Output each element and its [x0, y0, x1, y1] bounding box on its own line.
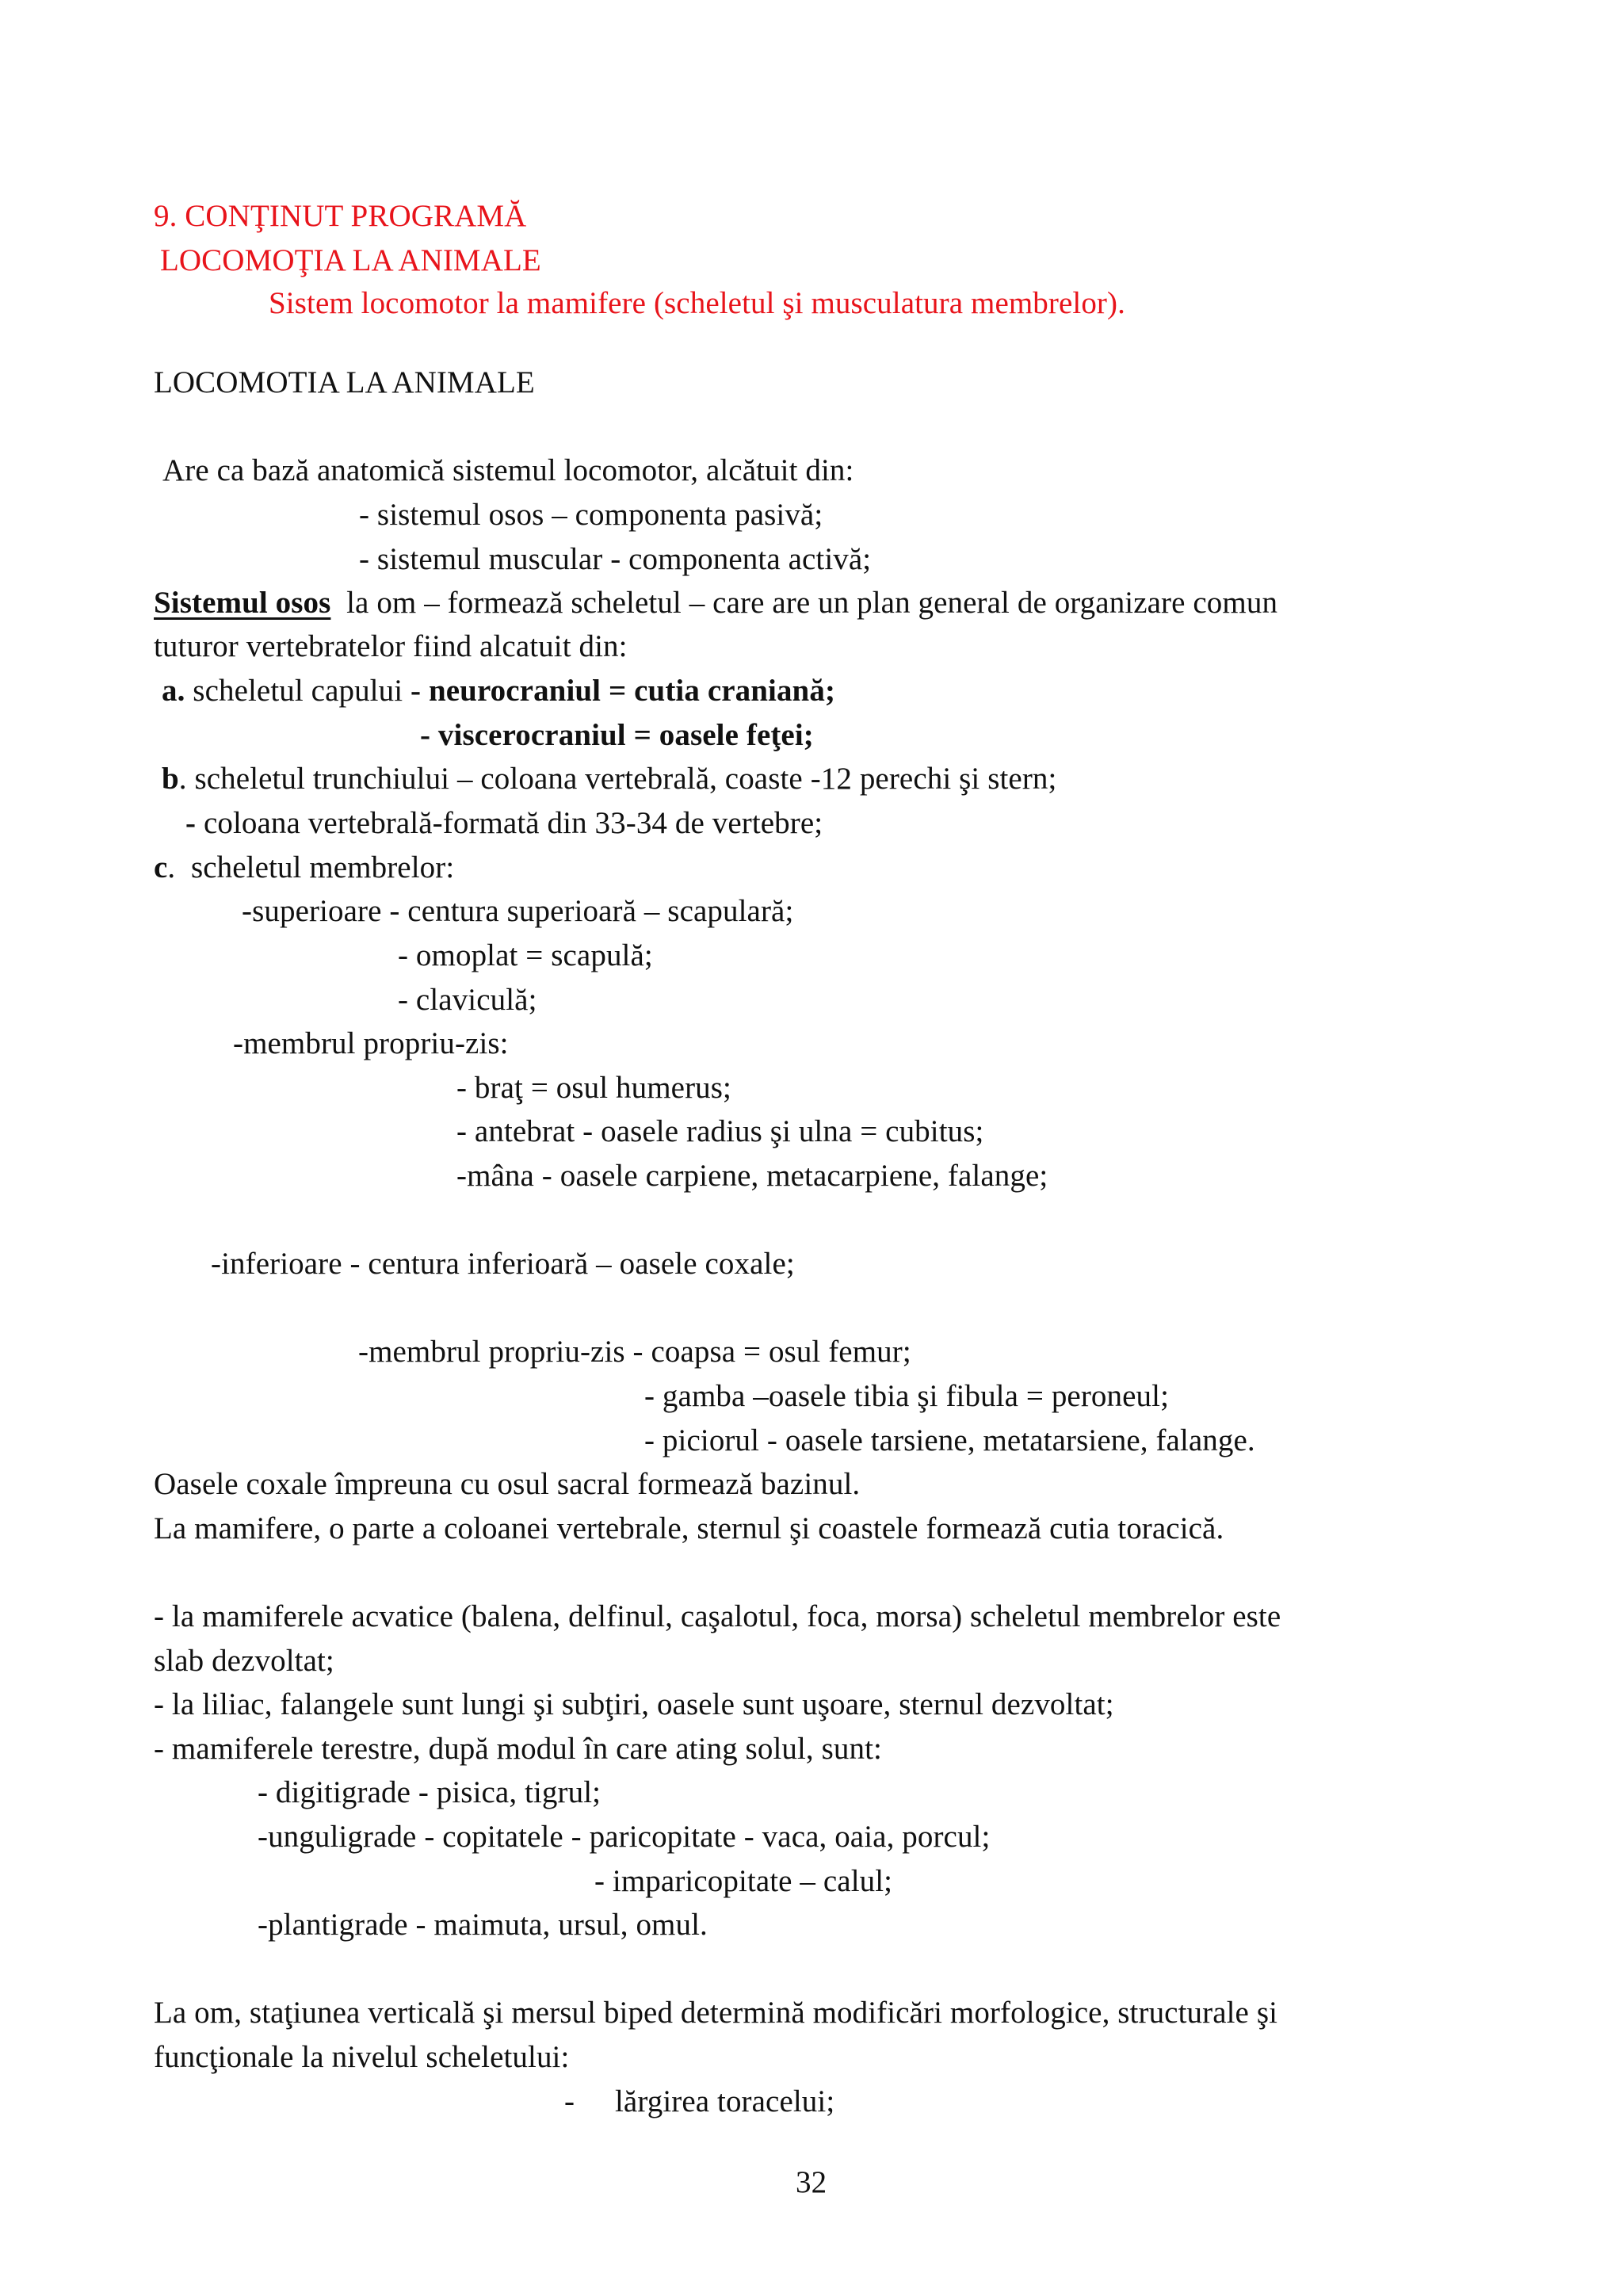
upper-limb-forearm: - antebrat - oasele radius şi ulna = cubitus;: [456, 1114, 984, 1148]
vertebral-column-text: coloana vertebrală-formată din 33-34 de vertebre;: [203, 806, 823, 840]
paragraph-bat: - la liliac, falangele sunt lungi şi subţiri, oasele sunt uşoare, sternul dezvoltat;: [154, 1687, 1114, 1721]
item-b-label: b: [162, 762, 179, 796]
item-c-label: c: [154, 850, 168, 884]
skeleton-head-line: [162, 669, 835, 713]
upper-limb-proper-line: -membrul propriu-zis:: [233, 1026, 509, 1060]
upper-limb-hand: -mâna - oasele carpiene, metacarpiene, falange;: [456, 1159, 1048, 1193]
skeleton-trunk-line: [162, 757, 1056, 801]
terrestrial-digitigrade: - digitigrade - pisica, tigrul;: [258, 1775, 601, 1809]
lower-limbs-line: -inferioare - centura inferioară – oasele coxale;: [211, 1247, 795, 1281]
item-a-neurocranium: - neurocraniul = cutia craniană;: [411, 674, 836, 708]
terrestrial-imparicopitate: - imparicopitate – calul;: [594, 1864, 893, 1898]
vertebral-column-dash: -: [185, 806, 204, 840]
section-number-title: 9. CONŢINUT PROGRAMĂ: [154, 199, 527, 233]
upper-limbs-scapula: - omoplat = scapulă;: [398, 938, 653, 972]
paragraph-aquatic-line-1: - la mamiferele acvatice (balena, delfinul, caşalotul, foca, morsa) scheletul membrelor este: [154, 1599, 1281, 1633]
paragraph-human-line-1: La om, staţiunea verticală şi mersul biped determină modificări morfologice, structurale şi: [154, 1996, 1278, 2030]
upper-limb-arm: - braţ = osul humerus;: [456, 1071, 731, 1105]
terrestrial-plantigrade: -plantigrade - maimuta, ursul, omul.: [258, 1908, 708, 1942]
vertebral-column-line: [185, 801, 823, 846]
main-heading: LOCOMOTIA LA ANIMALE: [154, 365, 535, 399]
item-b-text: . scheletul trunchiului – coloana vertebrală, coaste -12 perechi şi stern;: [178, 762, 1057, 796]
lower-limb-proper-line: -membrul propriu-zis - coapsa = osul femur;: [358, 1335, 911, 1369]
bone-system-term: Sistemul osos: [154, 586, 331, 620]
intro-line: Are ca bază anatomică sistemul locomotor, alcătuit din:: [162, 453, 854, 487]
human-item-dash: -: [564, 2084, 575, 2118]
page-number: 32: [796, 2165, 827, 2199]
upper-limbs-clavicle: - claviculă;: [398, 983, 537, 1017]
terrestrial-unguligrade: -unguligrade - copitatele - paricopitate - vaca, oaia, porcul;: [258, 1820, 991, 1854]
human-item-thorax: lărgirea toracelui;: [615, 2084, 835, 2118]
section-subtitle: Sistem locomotor la mamifere (scheletul şi musculatura membrelor).: [269, 286, 1125, 320]
paragraph-pelvis: Oasele coxale împreuna cu osul sacral formează bazinul.: [154, 1467, 861, 1501]
item-a-viscerocranium: - viscerocraniul = oasele feţei;: [420, 718, 814, 752]
intro-item-muscular-system: - sistemul muscular - componenta activă;: [359, 542, 872, 576]
paragraph-human-line-2: funcţionale la nivelul scheletului:: [154, 2040, 570, 2074]
paragraph-aquatic-line-2: slab dezvoltat;: [154, 1644, 334, 1678]
upper-limbs-line: -superioare - centura superioară – scapulară;: [242, 894, 794, 928]
item-a-label: a.: [162, 674, 185, 708]
paragraph-thoracic-cage: La mamifere, o parte a coloanei vertebrale, sternul şi coastele formează cutia toracică.: [154, 1511, 1224, 1545]
intro-item-bone-system: - sistemul osos – componenta pasivă;: [359, 498, 823, 532]
bone-system-line-2: tuturor vertebratelor fiind alcatuit din:: [154, 629, 628, 663]
paragraph-terrestrial: - mamiferele terestre, după modul în care ating solul, sunt:: [154, 1732, 882, 1766]
lower-limb-leg: - gamba –oasele tibia şi fibula = peroneul;: [644, 1379, 1170, 1413]
bone-system-line-1: [154, 581, 1277, 625]
bone-system-line-1-text: la om – formează scheletul – care are un plan general de organizare comun: [330, 586, 1278, 620]
skeleton-limbs-line: [154, 846, 454, 890]
chapter-title: LOCOMOŢIA LA ANIMALE: [160, 243, 541, 277]
item-a-text: scheletul capului: [185, 674, 411, 708]
item-c-text: . scheletul membrelor:: [167, 850, 455, 884]
lower-limb-foot: - piciorul - oasele tarsiene, metatarsiene, falange.: [644, 1423, 1255, 1457]
